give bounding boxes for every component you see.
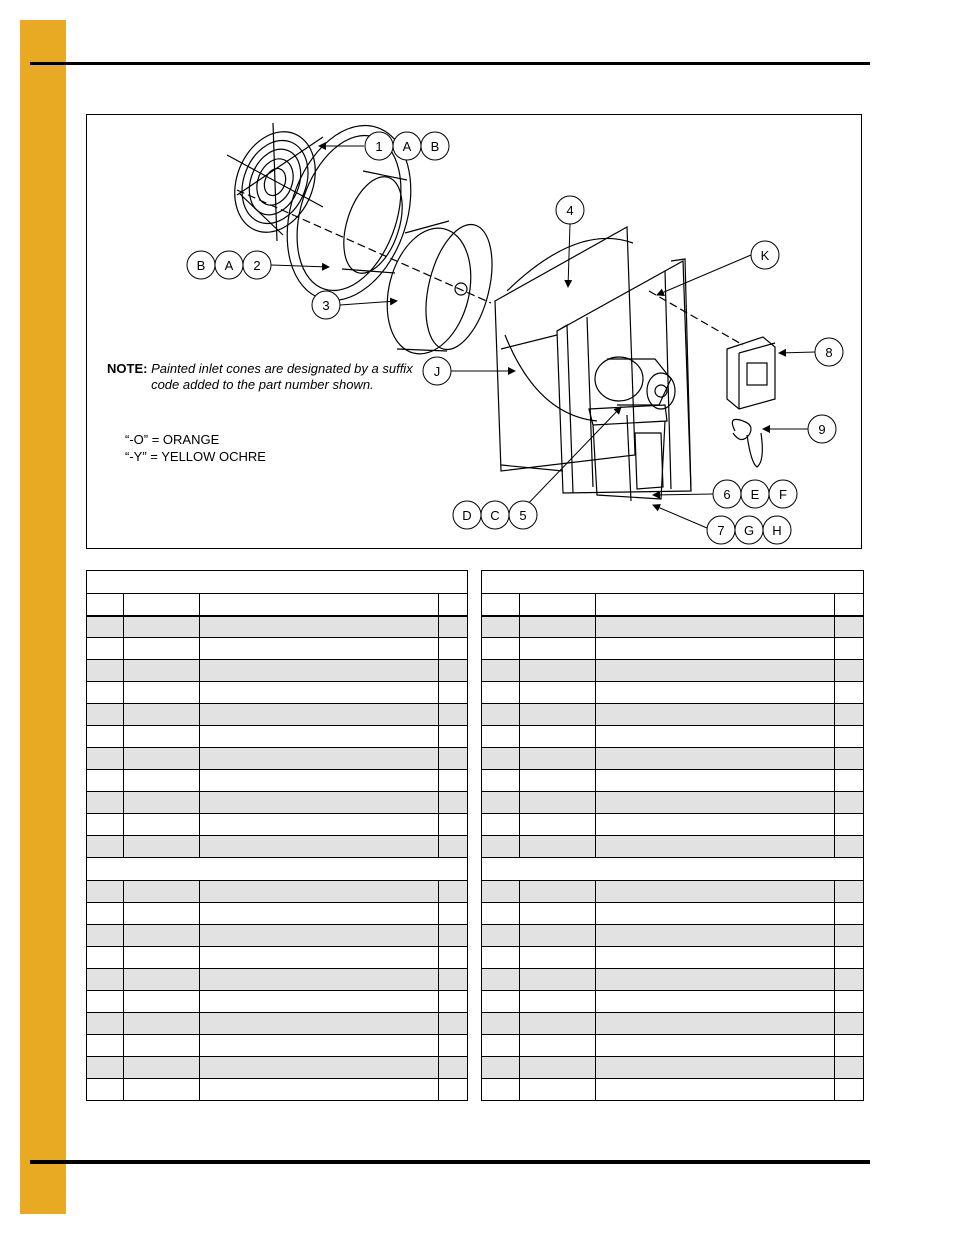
- svg-text:8: 8: [825, 345, 833, 360]
- table-row: [482, 1057, 864, 1079]
- table-row: [87, 1035, 468, 1057]
- callout-4: [556, 196, 584, 224]
- table-row: [482, 969, 864, 991]
- callout-6: [713, 480, 741, 508]
- svg-text:A: A: [224, 258, 234, 273]
- svg-text:G: G: [743, 523, 755, 538]
- table-row: [87, 704, 468, 726]
- table-row: [482, 638, 864, 660]
- callout-B-1: [421, 132, 449, 160]
- callout-G: [735, 516, 763, 544]
- callout-H: [763, 516, 791, 544]
- svg-text:2: 2: [253, 258, 261, 273]
- table-row: [87, 1013, 468, 1035]
- header-ref: [482, 594, 520, 616]
- table-row: [482, 682, 864, 704]
- parts-table-left: [86, 570, 468, 1101]
- table-row: [482, 903, 864, 925]
- table-row: [482, 770, 864, 792]
- svg-text:E: E: [750, 487, 760, 502]
- table-row: [87, 638, 468, 660]
- table-row: [482, 616, 864, 638]
- table-row: [482, 748, 864, 770]
- callout-1: [365, 132, 393, 160]
- svg-text:K: K: [760, 248, 770, 263]
- table-row: [482, 991, 864, 1013]
- svg-text:7: 7: [717, 523, 725, 538]
- exploded-diagram-box: [86, 114, 862, 549]
- table-row: [482, 726, 864, 748]
- callout-2: [243, 251, 271, 279]
- svg-text:1: 1: [375, 139, 383, 154]
- side-color-band: [20, 20, 66, 1214]
- callout-F: [769, 480, 797, 508]
- table-row: [87, 925, 468, 947]
- power-cord-part: [732, 419, 762, 467]
- table-row: [87, 1057, 468, 1079]
- svg-text:4: 4: [566, 203, 574, 218]
- svg-text:A: A: [402, 139, 412, 154]
- inlet-guard-part: [220, 120, 329, 245]
- table-row: [87, 969, 468, 991]
- table-row: [482, 1013, 864, 1035]
- svg-text:F: F: [779, 487, 787, 502]
- callout-D: [453, 501, 481, 529]
- table-row: [482, 925, 864, 947]
- header-rule: [30, 62, 870, 65]
- callout-K: [751, 241, 779, 269]
- callout-A-1: [393, 132, 421, 160]
- callout-3: [312, 291, 340, 319]
- table-row: [87, 814, 468, 836]
- table-row: [482, 947, 864, 969]
- table-row: [87, 991, 468, 1013]
- callout-C: [481, 501, 509, 529]
- table-title: [482, 571, 864, 594]
- table-row: [87, 947, 468, 969]
- table-row: [482, 836, 864, 858]
- table-row: [482, 792, 864, 814]
- table-title: [87, 571, 468, 594]
- table-row: [482, 704, 864, 726]
- table-row: [482, 1035, 864, 1057]
- color-code-list: [125, 431, 266, 465]
- table-row: [87, 682, 468, 704]
- table-row: [482, 881, 864, 903]
- svg-text:B: B: [430, 139, 440, 154]
- header-qty: [835, 594, 864, 616]
- table-row: [87, 903, 468, 925]
- table-row: [482, 1079, 864, 1101]
- table-section-title: [87, 858, 468, 881]
- header-qty: [439, 594, 468, 616]
- table-row: [87, 726, 468, 748]
- header-part: [519, 594, 595, 616]
- color-code-orange: “-O” = ORANGE: [125, 432, 220, 447]
- header-description: [595, 594, 834, 616]
- table-row: [87, 616, 468, 638]
- table-row: [87, 748, 468, 770]
- table-section-title: [482, 858, 864, 881]
- color-code-yellow-ochre: “-Y” = YELLOW OCHRE: [125, 449, 266, 464]
- painted-cone-note: [107, 361, 443, 393]
- exploded-fan-drawing: [87, 115, 863, 550]
- callout-A-2: [215, 251, 243, 279]
- svg-text:H: H: [772, 523, 782, 538]
- table-row: [87, 881, 468, 903]
- svg-text:9: 9: [818, 422, 826, 437]
- header-ref: [87, 594, 124, 616]
- table-row: [482, 660, 864, 682]
- table-row: [87, 1079, 468, 1101]
- svg-text:B: B: [196, 258, 206, 273]
- table-row: [87, 792, 468, 814]
- callout-E: [741, 480, 769, 508]
- header-part: [123, 594, 199, 616]
- table-row: [87, 660, 468, 682]
- note-text: Painted inlet cones are designated by a suffix code added to the part number shown.: [151, 361, 413, 392]
- svg-text:C: C: [490, 508, 500, 523]
- table-row: [482, 814, 864, 836]
- table-row: [87, 836, 468, 858]
- svg-text:J: J: [433, 364, 441, 379]
- parts-table-right: [481, 570, 864, 1101]
- svg-text:3: 3: [322, 298, 330, 313]
- callout-7: [707, 516, 735, 544]
- callout-B-2: [187, 251, 215, 279]
- table-row: [87, 770, 468, 792]
- callout-5: [509, 501, 537, 529]
- footer-rule: [30, 1160, 870, 1164]
- header-description: [199, 594, 438, 616]
- fan-wheel-part: [237, 190, 504, 363]
- callout-8: [815, 338, 843, 366]
- svg-text:5: 5: [519, 508, 527, 523]
- note-label: NOTE:: [107, 361, 148, 376]
- svg-text:6: 6: [723, 487, 731, 502]
- svg-text:D: D: [462, 508, 472, 523]
- callout-9: [808, 415, 836, 443]
